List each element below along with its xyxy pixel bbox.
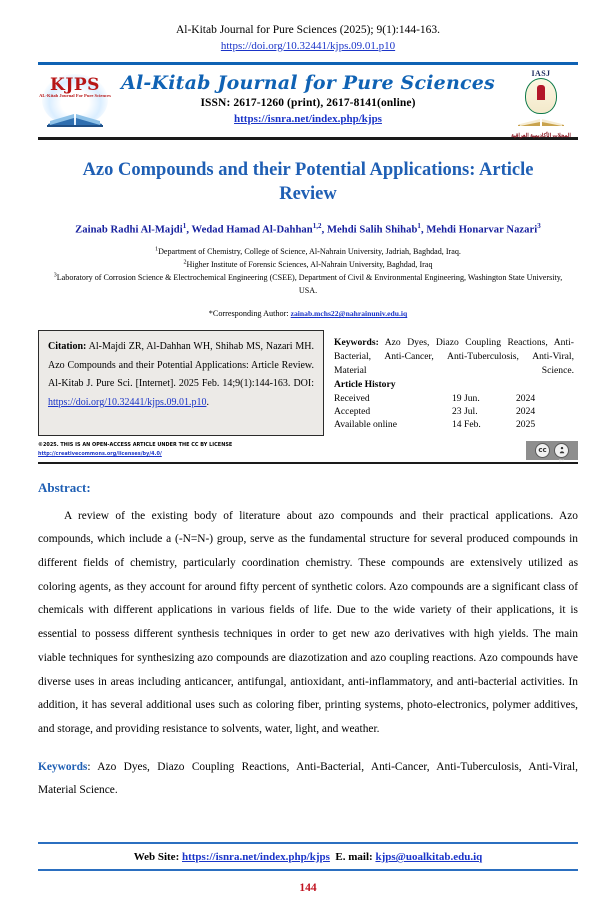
table-row [334,418,574,431]
affiliation-item [52,271,564,297]
author-affiliation-marker: 1 [182,222,187,231]
masthead-bottom-rule [38,137,578,140]
kjps-logo-subtitle: AL-Kitab Journal For Pure Sciences [39,92,111,98]
article-history-table [334,392,574,432]
history-year: 2024 [516,406,536,418]
license-strip [38,441,578,463]
cc-by-label: BY [558,458,565,463]
iasj-arabic-caption: المجلات الأكاديمية العراقية [511,132,571,139]
page-title: Azo Compounds and their Potential Applications: Article Review [82,159,534,205]
history-date: 19 Jun. [452,392,480,404]
journal-issn: ISSN: 2617-1260 (print), 2617-8141(online) [200,97,416,110]
attribution-person-icon [554,443,569,463]
affiliation-marker: 1 [155,246,159,253]
license-text [38,441,232,458]
person-glyph [558,446,566,454]
keywords-line [334,336,574,377]
keywords-section-separator: : [87,760,98,773]
footer-contact-line [38,844,578,869]
keywords-history-box [324,330,578,435]
page-number: 144 [299,882,317,894]
corresponding-author [38,309,578,318]
iasj-logo-acronym: IASJ [531,68,551,78]
table-row [334,392,574,405]
keywords-section-label: Keywords [38,760,88,773]
footer-email-link[interactable]: kjps@uoalkitab.edu.iq [375,851,483,863]
license-url-link[interactable]: http://creativecommons.org/licenses/by/4.0/ [38,451,162,458]
article-history-title: Article History [334,379,396,391]
running-head-doi-link[interactable]: https://doi.org/10.32441/kjps.09.01.p10 [220,39,396,52]
author-affiliation-marker: 1 [417,222,421,231]
footer-email-label: E. mail: [335,851,376,863]
author-affiliation-marker: 3 [537,222,541,231]
running-head [38,0,578,55]
running-head-citation: Al-Kitab Journal for Pure Sciences (2025); 9(1):144-163. [175,24,441,36]
cc-by-badge [526,441,578,463]
keywords-values: Azo Dyes, Diazo Coupling Reactions, Anti-Bacterial, Anti-Cancer, Anti-Tuberculosis, Anti-Viral, Material Science. [334,337,574,376]
history-date: 14 Feb. [452,419,481,431]
affiliation-text: Laboratory of Corrosion Science & Electrochemical Engineering (CSEE), Department of Civil & Environmental Engineering, Washington State University, USA. [56,273,563,296]
affiliation-text: Higher Institute of Forensic Sciences, Al-Nahrain University, Baghdad, Iraq [186,260,433,270]
affiliation-marker: 3 [53,272,57,279]
creative-commons-icon: cc [535,443,550,458]
kjps-logo-acronym: KJPS [50,74,100,95]
metadata-row [38,330,578,435]
history-event: Available online [334,419,397,431]
abstract-heading: Abstract: [38,479,91,495]
affiliation-item [52,245,564,258]
citation-doi-link[interactable]: https://doi.org/10.32441/kjps.09.01.p10 [48,396,207,408]
history-year: 2025 [516,419,536,431]
citation-box [38,330,324,435]
citation-doi-suffix: . [206,396,209,408]
affiliation-list [38,245,578,297]
affiliation-item [52,258,564,271]
page-footer [38,842,578,894]
license-notice: ©2025. THIS IS AN OPEN-ACCESS ARTICLE UNDER THE CC BY LICENSE [38,442,233,449]
keywords-section-values: Azo Dyes, Diazo Coupling Reactions, Anti-Bacterial, Anti-Cancer, Anti-Tuberculosis, Anti-Viral, Material Science. [38,760,578,797]
history-event: Accepted [334,406,371,418]
corresponding-author-email-link[interactable]: zainab.mchs22@nahrainuniv.edu.iq [290,309,408,319]
corresponding-author-label: *Corresponding Author: [208,309,289,319]
open-book-icon [47,108,103,127]
footer-website-label: Web Site: [133,851,182,863]
iasj-logo [504,68,578,139]
abstract-text: A review of the existing body of literature about azo compounds and their practical applications. Azo compounds, which include a (-N=N-) group, serve as the fundamental structure for several produced compounds in different fields of chemistry, particularly coordination chemistry. These compounds are extensively utilized as coloring agents, as they account for around fifty percent of synthetic colors. Azo compounds are a significant class of chemicals with different applications in various fields of life. Due to the wide variety of their applications, it is essential to possess different synthesis techniques in order to get new azo derivatives with high yields. The main viable techniques for synthesizing azo compounds are diazotization and azo coupling reactions. Azo compounds have diverse uses in areas including anticancer, antifungal, antioxidant, anti-inflammatory, and anti-bacterial activities. In addition, it has several additional uses such as coloring fiber, printing systems, photo-electronics, polymer additives, and storage, and providing resistance to solvents, water, light, and weather. [38,509,578,735]
kjps-logo [38,70,112,130]
author-name: Wedad Hamad Al-Dahhan [191,224,313,236]
iasj-crest-icon [525,78,557,114]
history-event: Received [334,392,370,404]
history-date: 23 Jul. [452,406,478,418]
journal-name: Al-Kitab Journal for Pure Sciences [121,72,495,95]
author-name: Zainab Radhi Al-Majdi [75,224,183,236]
author-list: Zainab Radhi Al-Majdi$^1$, Wedad Hamad Al-Dahhan$^{1,2}$, Mehdi Salih Shihab$^1$, Mehdi Honarvar Nazari$^3$ [75,222,541,236]
license-bottom-rule [38,462,578,464]
affiliation-text: Department of Chemistry, College of Science, Al-Nahrain University, Jadriah, Baghdad, Iraq. [158,246,461,256]
citation-text: Al-Majdi ZR, Al-Dahhan WH, Shihab MS, Nazari MH. Azo Compounds and their Potential Applications: Article Review. Al-Kitab J. Pure Sci. [Internet]. 2025 Feb. 14;9(1):144-163. DOI: [48,341,314,390]
iasj-book-icon [517,115,565,127]
author-affiliation-marker: 1,2 [312,222,322,231]
affiliation-marker: 2 [183,259,187,266]
history-year: 2024 [516,392,536,404]
footer-website-link[interactable]: https://isnra.net/index.php/kjps [181,851,330,863]
masthead [38,65,578,139]
journal-url-link[interactable]: https://isnra.net/index.php/kjps [234,113,382,126]
citation-label: Citation: [48,341,87,353]
masthead-center [112,72,504,127]
author-name: Mehdi Honarvar Nazari [426,224,538,236]
keywords-label: Keywords: [334,337,379,349]
table-row [334,405,574,418]
keywords-section [38,756,578,803]
author-name: Mehdi Salih Shihab [327,224,418,236]
